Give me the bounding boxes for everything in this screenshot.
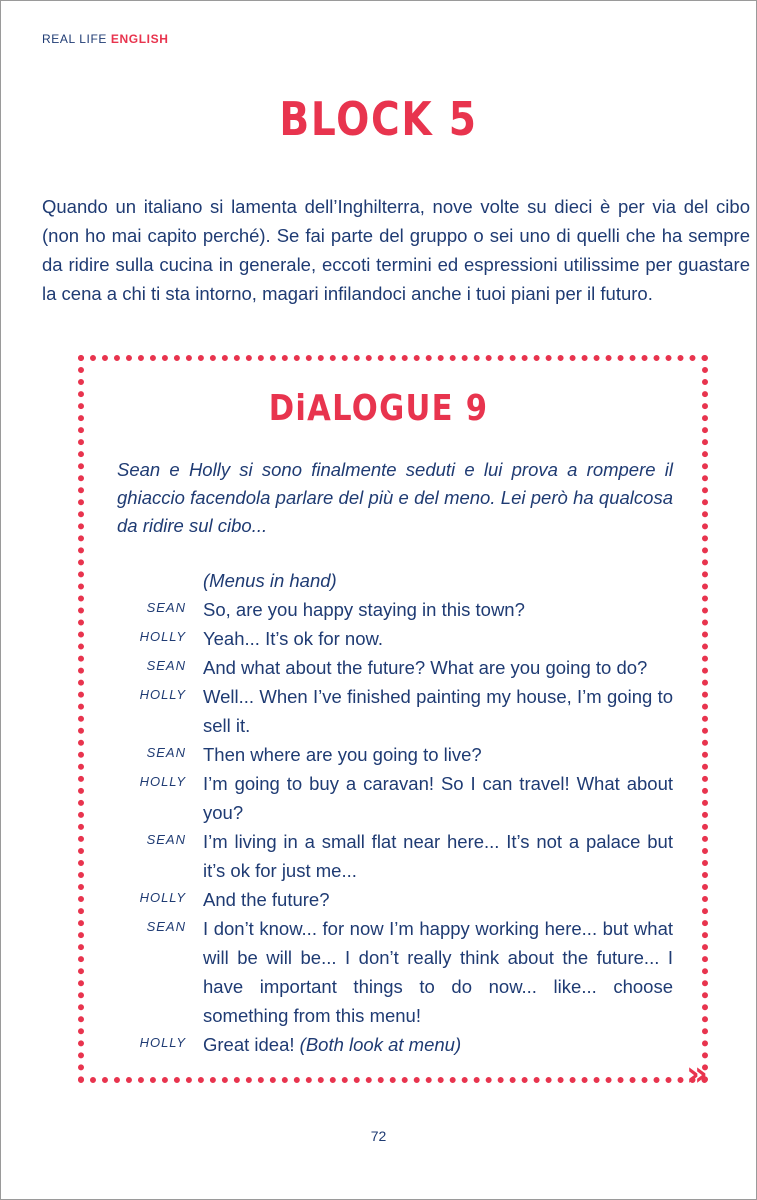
continue-arrows-icon [686, 1054, 698, 1094]
block-title: BLOCK 5 [279, 92, 478, 146]
speaker-label: SEAN [146, 832, 186, 847]
dialogue-line [0, 595, 757, 624]
dialogue-line [0, 914, 757, 1030]
dialogue-line [0, 653, 757, 682]
speaker-label: SEAN [146, 600, 186, 615]
dialogue-intro: Sean e Holly si sono finalmente seduti e lui prova a rompere il ghiaccio facendola parlare del più e del meno. Lei però ha qualcosa da ridire sul cibo... [117, 459, 673, 536]
speech-text: So, are you happy staying in this town? [203, 599, 525, 620]
speech-text: Then where are you going to live? [203, 744, 482, 765]
speaker-label: HOLLY [139, 774, 186, 789]
running-head-part1: REAL LIFE [42, 32, 111, 46]
speech-text-main: Great idea! [203, 1034, 300, 1055]
intro-paragraph: Quando un italiano si lamenta dell’Inghilterra, nove volte su dieci è per via del cibo (non ho mai capito perché). Se fai parte del gruppo o sei uno di quelli che ha sempre da ridire sulla cucina in generale, eccoti termini ed espressioni utilissime per guastare la cena a chi ti sta intorno, magari infilandoci anche i tuoi piani per il futuro. [42, 196, 750, 304]
dialogue-line [0, 740, 757, 769]
speech-text: I’m living in a small flat near here... It’s not a palace but it’s ok for just me... [203, 831, 673, 881]
running-head [42, 32, 168, 46]
stage-direction-line [0, 566, 757, 595]
speaker-label: HOLLY [139, 1035, 186, 1050]
dialogue-title: DiALOGUE 9 [268, 388, 489, 429]
dialogue-line [0, 682, 757, 740]
continue-glyph: » [686, 1054, 698, 1094]
speech-text: I don’t know... for now I’m happy working here... but what will be will be... I don’t really think about the future... I have important things to do now... like... choose something from this menu! [203, 918, 673, 1026]
running-head-part2: ENGLISH [110, 32, 169, 46]
speech-text [203, 1030, 673, 1059]
speaker-label: HOLLY [139, 629, 186, 644]
dialogue-line [0, 769, 757, 827]
speech-text: I’m going to buy a caravan! So I can travel! What about you? [203, 773, 673, 823]
dialogue-line [0, 1030, 757, 1059]
speaker-label: SEAN [146, 919, 186, 934]
dialogue-line [0, 624, 757, 653]
speech-stage-direction: (Both look at menu) [299, 1034, 462, 1055]
speech-text: Yeah... It’s ok for now. [203, 628, 383, 649]
speaker-label: SEAN [146, 745, 186, 760]
dialogue-line [0, 885, 757, 914]
speaker-label: HOLLY [139, 687, 186, 702]
dialogue-script [0, 566, 757, 1059]
stage-direction: (Menus in hand) [203, 570, 337, 591]
dialogue-line [0, 827, 757, 885]
speaker-label: SEAN [146, 658, 186, 673]
speaker-label: HOLLY [139, 890, 186, 905]
speech-text: And what about the future? What are you going to do? [203, 657, 648, 678]
speech-text: And the future? [203, 889, 330, 910]
page-number: 72 [370, 1128, 387, 1144]
speech-text: Well... When I’ve finished painting my house, I’m going to sell it. [203, 686, 673, 736]
